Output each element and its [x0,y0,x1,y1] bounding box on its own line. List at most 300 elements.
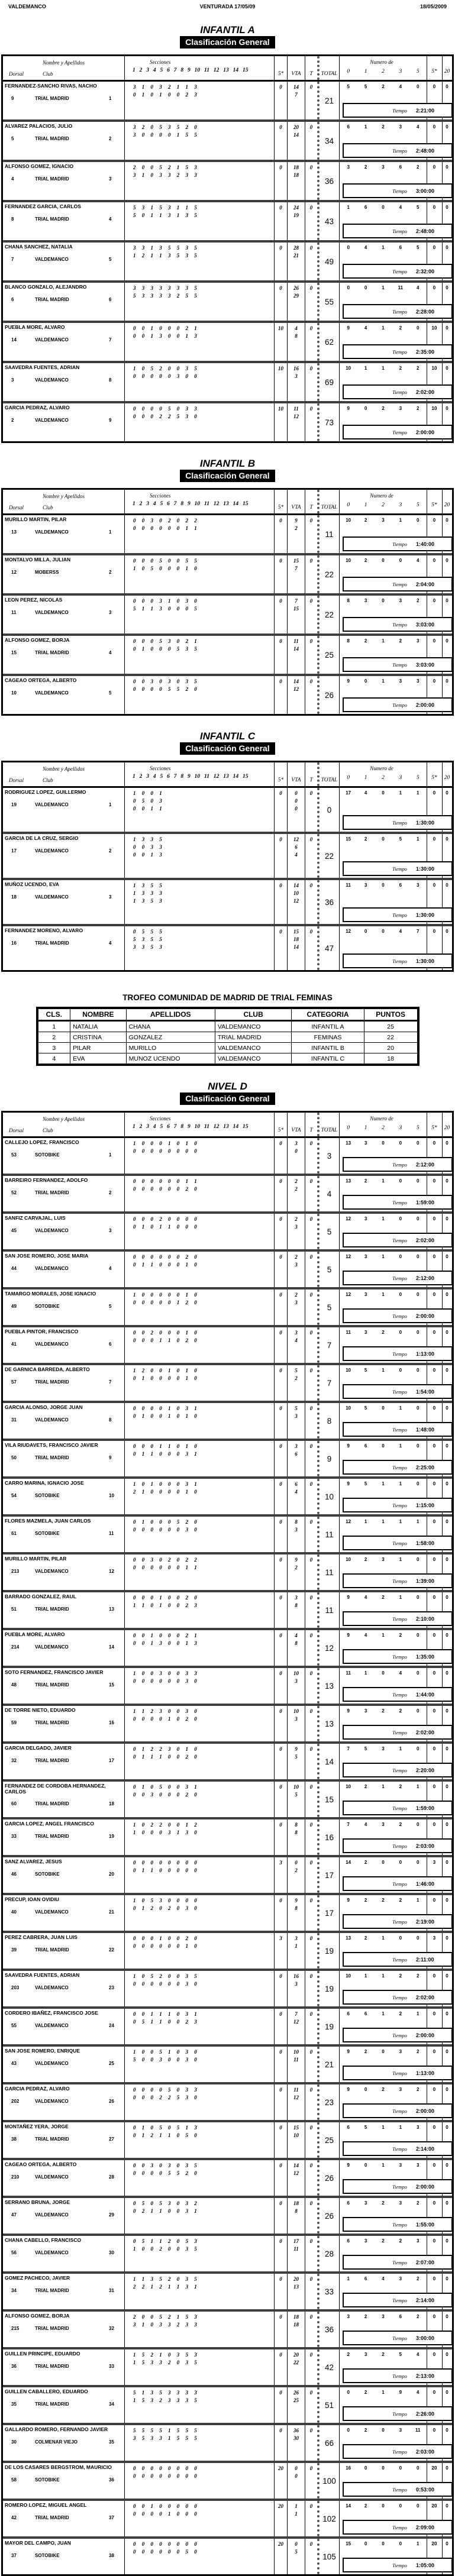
lap-total: 4 [295,1633,298,1638]
rider-t-cell [305,1819,317,1855]
lap-total: 2 [295,1292,298,1298]
rider-5star-cell [274,283,287,321]
rider-t-value: 0 [309,2541,313,2547]
rider-section-scores [124,2425,274,2461]
numero-count: 0 [446,1633,448,1638]
numero-subheaders [340,771,452,781]
feminas-cell: VALDEMANCO [215,1021,292,1032]
numero-count: 3 [347,2314,350,2319]
rider-identity [3,1441,124,1476]
lap-total: 10 [293,890,299,896]
rider-identity [3,2160,124,2196]
rider-position: 23 [109,1984,114,1990]
rider-numero-cell [339,122,452,160]
numero-count: 2 [382,1330,385,1335]
rider-club: SOTOBIKE [35,1152,60,1158]
header-secciones-column [124,490,274,513]
rider-5star-cell [274,202,287,240]
col-header-vta: VTA [287,1113,305,1136]
rider-row [3,2120,452,2158]
tiempo-value: 1:39:00 [416,1578,435,1584]
lap-scores: 0 0 1 0 0 0 2 1 [133,1633,197,1638]
rider-numero-cell [339,2047,452,2082]
rider-dorsal: 213 [11,1568,20,1574]
numero-subheaders [340,1121,452,1131]
rider-position: 7 [109,1379,112,1385]
feminas-cell: TRIAL MADRID [215,1032,292,1043]
rider-identity [3,636,124,674]
feminas-cell: GONZALEZ [126,1032,215,1043]
rider-numero-cell [339,1479,452,1514]
numero-count: 2 [364,1935,367,1941]
lap-total: 22 [293,2360,299,2365]
tiempo-value: 2:00:00 [416,1313,435,1319]
numero-count: 5 [364,84,367,89]
col-header-numero-de: Numero de [370,1116,393,1121]
lap-scores: 0 0 3 0 3 0 3 5 [133,2163,197,2168]
rider-vta-cell [287,1782,305,1817]
rider-total-cell [317,1214,339,1249]
numero-count: 2 [417,406,419,411]
tiempo-value: 1:13:00 [416,1350,435,1357]
rider-dorsal: 12 [11,569,17,575]
lap-scores: 1 3 3 3 [133,890,162,896]
rider-section-scores [124,1782,274,1817]
numero-col-label: 20 [444,69,450,75]
numero-count: 3 [399,2200,402,2206]
lap-total: 24 [293,205,299,211]
numero-count: 8 [347,598,350,603]
col-header-vta: VTA [287,490,305,513]
rider-vta-cell [287,2463,305,2499]
numero-col-label: 20 [444,1125,450,1131]
rider-t-value: 0 [309,2125,313,2131]
rider-position: 25 [109,2060,114,2066]
rider-vta-cell [287,403,305,441]
numero-count: 1 [382,366,385,371]
rider-numero-cell [339,1289,452,1325]
rider-numero-cell [339,82,452,119]
numero-count: 0 [347,285,350,290]
rider-t-value: 0 [309,1898,313,1903]
rider-t-cell [305,515,317,553]
rider-section-scores [124,1327,274,1363]
tiempo-value: 2:00:00 [416,429,435,435]
rider-vta-cell [287,122,305,160]
numero-count: 0 [433,1973,436,1979]
lap-total: 3 [295,1678,298,1684]
rider-total-value: 26 [324,690,334,700]
rider-section-scores [124,2084,274,2120]
rider-row [3,2044,452,2082]
tiempo-box [343,1498,453,1512]
rider-dorsal: 2 [11,417,14,423]
tiempo-value: 1:13:00 [416,2070,435,2076]
tiempo-label: Tiempo [392,2410,408,2417]
rider-name: BARREIRO FERNANDEZ, ADOLFO [5,1177,88,1183]
rider-t-cell [305,1857,317,1893]
numero-col-label: 1 [364,775,367,781]
rider-row [3,2006,452,2044]
col-header-total: TOTAL [317,1113,339,1136]
numero-col-label: 0 [347,775,350,781]
lap-scores: 0 2 1 1 0 0 3 1 [133,2208,197,2214]
rider-row [3,553,452,593]
col-header-dorsal: Dorsal [9,777,24,783]
tiempo-label: Tiempo [392,308,408,315]
rider-club: TRIAL MADRID [35,2401,69,2407]
numero-count: 1 [382,1254,385,1259]
numero-count: 3 [399,598,402,603]
rider-position: 8 [109,377,112,383]
rider-dorsal: 43 [11,2060,17,2066]
rider-identity [3,162,124,200]
rider-row [3,200,452,240]
lap-scores: 1 0 0 0 3 1 3 0 [133,1830,197,1835]
tiempo-label: Tiempo [392,2486,408,2493]
rider-position: 15 [109,1682,114,1688]
rider-name: PUEBLA PINTOR, FRANCISCO [5,1329,79,1334]
rider-5star-cell [274,1517,287,1552]
rider-t-cell [305,2047,317,2082]
lap-scores: 1 0 0 3 0 0 3 3 [133,1670,197,1676]
rider-5star-cell [274,2160,287,2196]
numero-count: 0 [446,1784,448,1789]
numero-col-label: 2 [382,69,385,75]
lap-total: 3 [295,1140,298,1146]
rider-5star-cell [274,2084,287,2120]
rider-numero-cell [339,2236,452,2271]
numero-count: 1 [382,1633,385,1638]
lap-total: 14 [293,84,299,90]
numero-count: 3 [382,164,385,170]
col-header-numero-de: Numero de [370,59,393,65]
rider-5star-value: 0 [279,2049,282,2055]
numero-count: 0 [417,1216,419,1221]
rider-name: CAGEAO ORTEGA, ALBERTO [5,2161,77,2167]
numero-count: 1 [382,325,385,331]
rider-dorsal: 44 [11,1265,17,1271]
rider-row [3,2271,452,2309]
rider-section-scores [124,283,274,321]
rider-total-cell [317,1819,339,1855]
classification-table-header [3,490,452,515]
rider-position: 28 [109,2174,114,2180]
rider-identity [3,2009,124,2044]
numero-col-label: 5 [416,1125,419,1131]
rider-club: VALDEMANCO [35,1265,69,1271]
numero-count: 1 [417,1898,419,1903]
numero-count: 11 [415,2428,421,2433]
numero-count: 0 [446,929,448,934]
lap-scores: 1 0 5 0 0 0 1 0 [133,565,197,571]
rider-total-cell [317,1365,339,1401]
numero-col-label: 5* [431,1125,437,1131]
numero-count: 20 [431,2503,437,2509]
numero-count: 0 [399,1140,402,1146]
rider-vta-cell [287,2047,305,2082]
lap-scores: 1 0 0 2 0 0 3 5 [133,2246,197,2252]
tiempo-label: Tiempo [392,1388,408,1395]
rider-total-value: 47 [324,943,334,953]
rider-vta-cell [287,1289,305,1325]
feminas-row [37,1043,418,1053]
numero-count: 0 [433,84,436,89]
numero-col-label: 5* [431,69,437,75]
numero-count: 0 [382,2049,385,2054]
tiempo-value: 2:14:00 [416,2297,435,2303]
numero-count: 2 [399,1822,402,1827]
numero-count: 3 [433,1860,436,1865]
rider-name: PEREZ CABRERA, JUAN LUIS [5,1934,78,1940]
tiempo-value: 1:48:00 [416,1426,435,1433]
rider-t-value: 0 [309,1481,313,1487]
rider-t-cell [305,1365,317,1401]
rider-dorsal: 210 [11,2174,20,2180]
rider-dorsal: 215 [11,2325,20,2331]
rider-total-value: 9 [327,1454,332,1463]
rider-dorsal: 37 [11,2552,17,2558]
lap-scores: 0 0 0 0 0 1 2 0 [133,1300,197,1305]
lap-scores: 0 0 0 0 0 0 0 0 [133,2465,197,2471]
numero-count: 2 [382,1898,385,1903]
numero-count: 2 [417,2200,419,2206]
lap-total: 18 [293,2200,299,2206]
tiempo-box [343,1195,453,1210]
numero-count: 2 [382,2352,385,2357]
lap-scores: 1 0 5 2 0 0 3 5 [133,366,197,371]
numero-count: 2 [364,1860,367,1865]
lap-total: 5 [295,2549,298,2555]
lap-scores: 0 0 0 0 0 0 0 0 [133,1860,197,1866]
numero-count: 1 [417,2011,419,2016]
feminas-column-header: CATEGORIA [292,1008,364,1021]
lap-scores: 0 0 0 1 1 0 2 0 [133,1337,197,1343]
rider-position: 2 [109,848,112,854]
rider-t-value: 0 [309,1973,313,1979]
rider-section-scores [124,2501,274,2536]
numero-count: 2 [382,2238,385,2244]
rider-total-value: 36 [324,2325,334,2334]
rider-position: 2 [109,135,112,141]
rider-total-cell [317,515,339,553]
rider-name: LEON PEREZ, NICOLAS [5,597,63,603]
lap-scores: 3 1 0 3 3 2 3 3 [133,172,197,178]
rider-dorsal: 202 [11,2098,20,2104]
rider-t-value: 0 [309,245,313,251]
tiempo-label: Tiempo [392,1805,408,1811]
tiempo-value: 2:12:00 [416,1275,435,1281]
numero-count: 2 [382,2200,385,2206]
col-header-nombre-apellidos: Nombre y Apellidos [43,493,85,499]
rider-total-cell [317,1479,339,1514]
numero-count: 3 [417,678,419,684]
tiempo-box [343,2558,453,2572]
lap-total: 18 [293,172,299,178]
rider-name: SAAVEDRA FUENTES, ADRIAN [5,1972,80,1978]
lap-total: 7 [295,565,298,571]
rider-dorsal: 6 [11,296,14,302]
numero-count: 0 [433,1519,436,1524]
tiempo-box [343,143,453,158]
rider-5star-cell [274,323,287,361]
rider-numero-cell [339,1782,452,1817]
numero-count: 7 [417,929,419,934]
rider-5star-cell [274,2425,287,2461]
tiempo-box [343,1763,453,1777]
tiempo-value: 2:02:00 [416,389,435,395]
rider-dorsal: 40 [11,1909,17,1915]
header-name-column [3,762,124,786]
numero-col-label: 5* [431,502,437,508]
numero-count: 3 [364,1292,367,1297]
rider-name: PUEBLA MORE, ALVARO [5,324,65,330]
classification-table-header [3,1113,452,1138]
rider-section-scores [124,1819,274,1855]
rider-vta-cell [287,1554,305,1590]
rider-name: CHANA CABELLO, FRANCISCO [5,2237,82,2243]
numero-subheaders [340,65,452,75]
numero-count: 3 [364,2200,367,2206]
rider-t-cell [305,82,317,119]
numero-count: 0 [446,518,448,523]
rider-identity [3,2349,124,2385]
header-name-column [3,56,124,80]
numero-count: 1 [364,366,367,371]
rider-club: VALDEMANCO [35,1984,69,1990]
lap-total: 12 [293,413,299,419]
lap-scores: 0 0 0 0 5 0 3 3 [133,406,197,412]
lap-total: 25 [293,2397,299,2403]
rider-numero-cell [339,2501,452,2536]
rider-5star-cell [274,676,287,714]
numero-col-label: 2 [382,502,385,508]
rider-5star-value: 0 [279,678,282,684]
rider-total-value: 26 [324,2211,334,2221]
lap-total: 3 [295,1413,298,1419]
col-header-secciones: Secciones [150,765,171,771]
feminas-cell: 1 [37,1021,70,1032]
numero-count: 0 [382,1405,385,1411]
numero-count: 10 [346,1784,351,1789]
numero-count: 0 [417,2503,419,2509]
tiempo-label: Tiempo [392,1237,408,1243]
numero-count: 0 [433,2011,436,2016]
tiempo-value: 3:03:00 [416,621,435,628]
lap-total: 11 [293,2246,299,2252]
numero-count: 11 [346,1670,351,1676]
numero-count: 4 [417,124,419,130]
tiempo-label: Tiempo [392,389,408,395]
rider-section-scores [124,676,274,714]
rider-row [3,2309,452,2347]
numero-count: 0 [382,2428,385,2433]
rider-position: 32 [109,2325,114,2331]
rider-club: TRIAL MADRID [35,1833,69,1839]
lap-scores: 0 0 0 3 1 0 3 0 [133,598,197,604]
rider-name: CHANA SANCHEZ, NATALIA [5,244,73,250]
rider-identity [3,1252,124,1287]
rider-numero-cell [339,403,452,441]
rider-numero-cell [339,1630,452,1666]
rider-row [3,321,452,361]
rider-total-cell [317,1630,339,1666]
rider-t-value: 0 [309,2087,313,2093]
rider-t-value: 0 [309,638,313,644]
tiempo-box [343,1271,453,1285]
rider-total-cell [317,2009,339,2044]
numero-count: 0 [446,2314,448,2319]
rider-t-cell [305,1895,317,1931]
lap-total: 14 [293,132,299,138]
rider-t-cell [305,2539,317,2574]
tiempo-value: 2:14:00 [416,2145,435,2152]
rider-row [3,1817,452,1855]
rider-section-scores [124,2236,274,2271]
tiempo-label: Tiempo [392,621,408,628]
rider-t-cell [305,2349,317,2385]
lap-total: 13 [293,2284,299,2290]
rider-total-cell [317,283,339,321]
numero-count: 6 [347,2125,350,2130]
rider-t-cell [305,1933,317,1969]
rider-position: 3 [109,1227,112,1233]
lap-scores: 1 0 0 0 0 0 1 0 [133,1292,197,1298]
feminas-cell: 20 [364,1043,418,1053]
numero-count: 2 [382,1708,385,1714]
rider-5star-value: 0 [279,2314,282,2320]
numero-count: 9 [347,1898,350,1903]
lap-total: 5 [295,1792,298,1798]
numero-col-label: 2 [382,775,385,781]
numero-count: 0 [446,1140,448,1146]
numero-separator-20 [442,762,443,786]
rider-vta-cell [287,2312,305,2347]
numero-count: 0 [399,2541,402,2546]
numero-count: 0 [446,638,448,644]
tiempo-value: 2:48:00 [416,228,435,234]
rider-5star-value: 0 [279,124,282,130]
classification-table-infantil-b [1,488,454,716]
section-numbers-row: 1 2 3 4 5 6 7 8 9 10 11 12 13 14 15 [133,1124,249,1130]
rider-t-value: 0 [309,1330,313,1336]
feminas-row [37,1021,418,1032]
rider-section-scores [124,323,274,361]
feminas-cell: CRISTINA [70,1032,127,1043]
rider-section-scores [124,2047,274,2082]
numero-count: 1 [382,285,385,290]
tiempo-box [343,224,453,238]
tiempo-value: 2:13:00 [416,2373,435,2379]
rider-total-cell [317,1744,339,1779]
numero-count: 9 [347,2087,350,2092]
numero-count: 2 [364,638,367,644]
tiempo-value: 1:54:00 [416,1388,435,1395]
rider-5star-value: 10 [278,325,283,331]
rider-position: 2 [109,569,112,575]
rider-position: 12 [109,1568,114,1574]
lap-total: 8 [295,1602,298,1608]
numero-col-label: 0 [347,502,350,508]
numero-count: 1 [399,1443,402,1449]
lap-total: 17 [293,2238,299,2244]
rider-total-cell [317,2122,339,2158]
rider-club: SOTOBIKE [35,2477,60,2483]
rider-identity [3,202,124,240]
numero-count: 13 [346,1935,351,1941]
rider-5star-value: 0 [279,598,282,604]
lap-total: 4 [295,852,298,858]
